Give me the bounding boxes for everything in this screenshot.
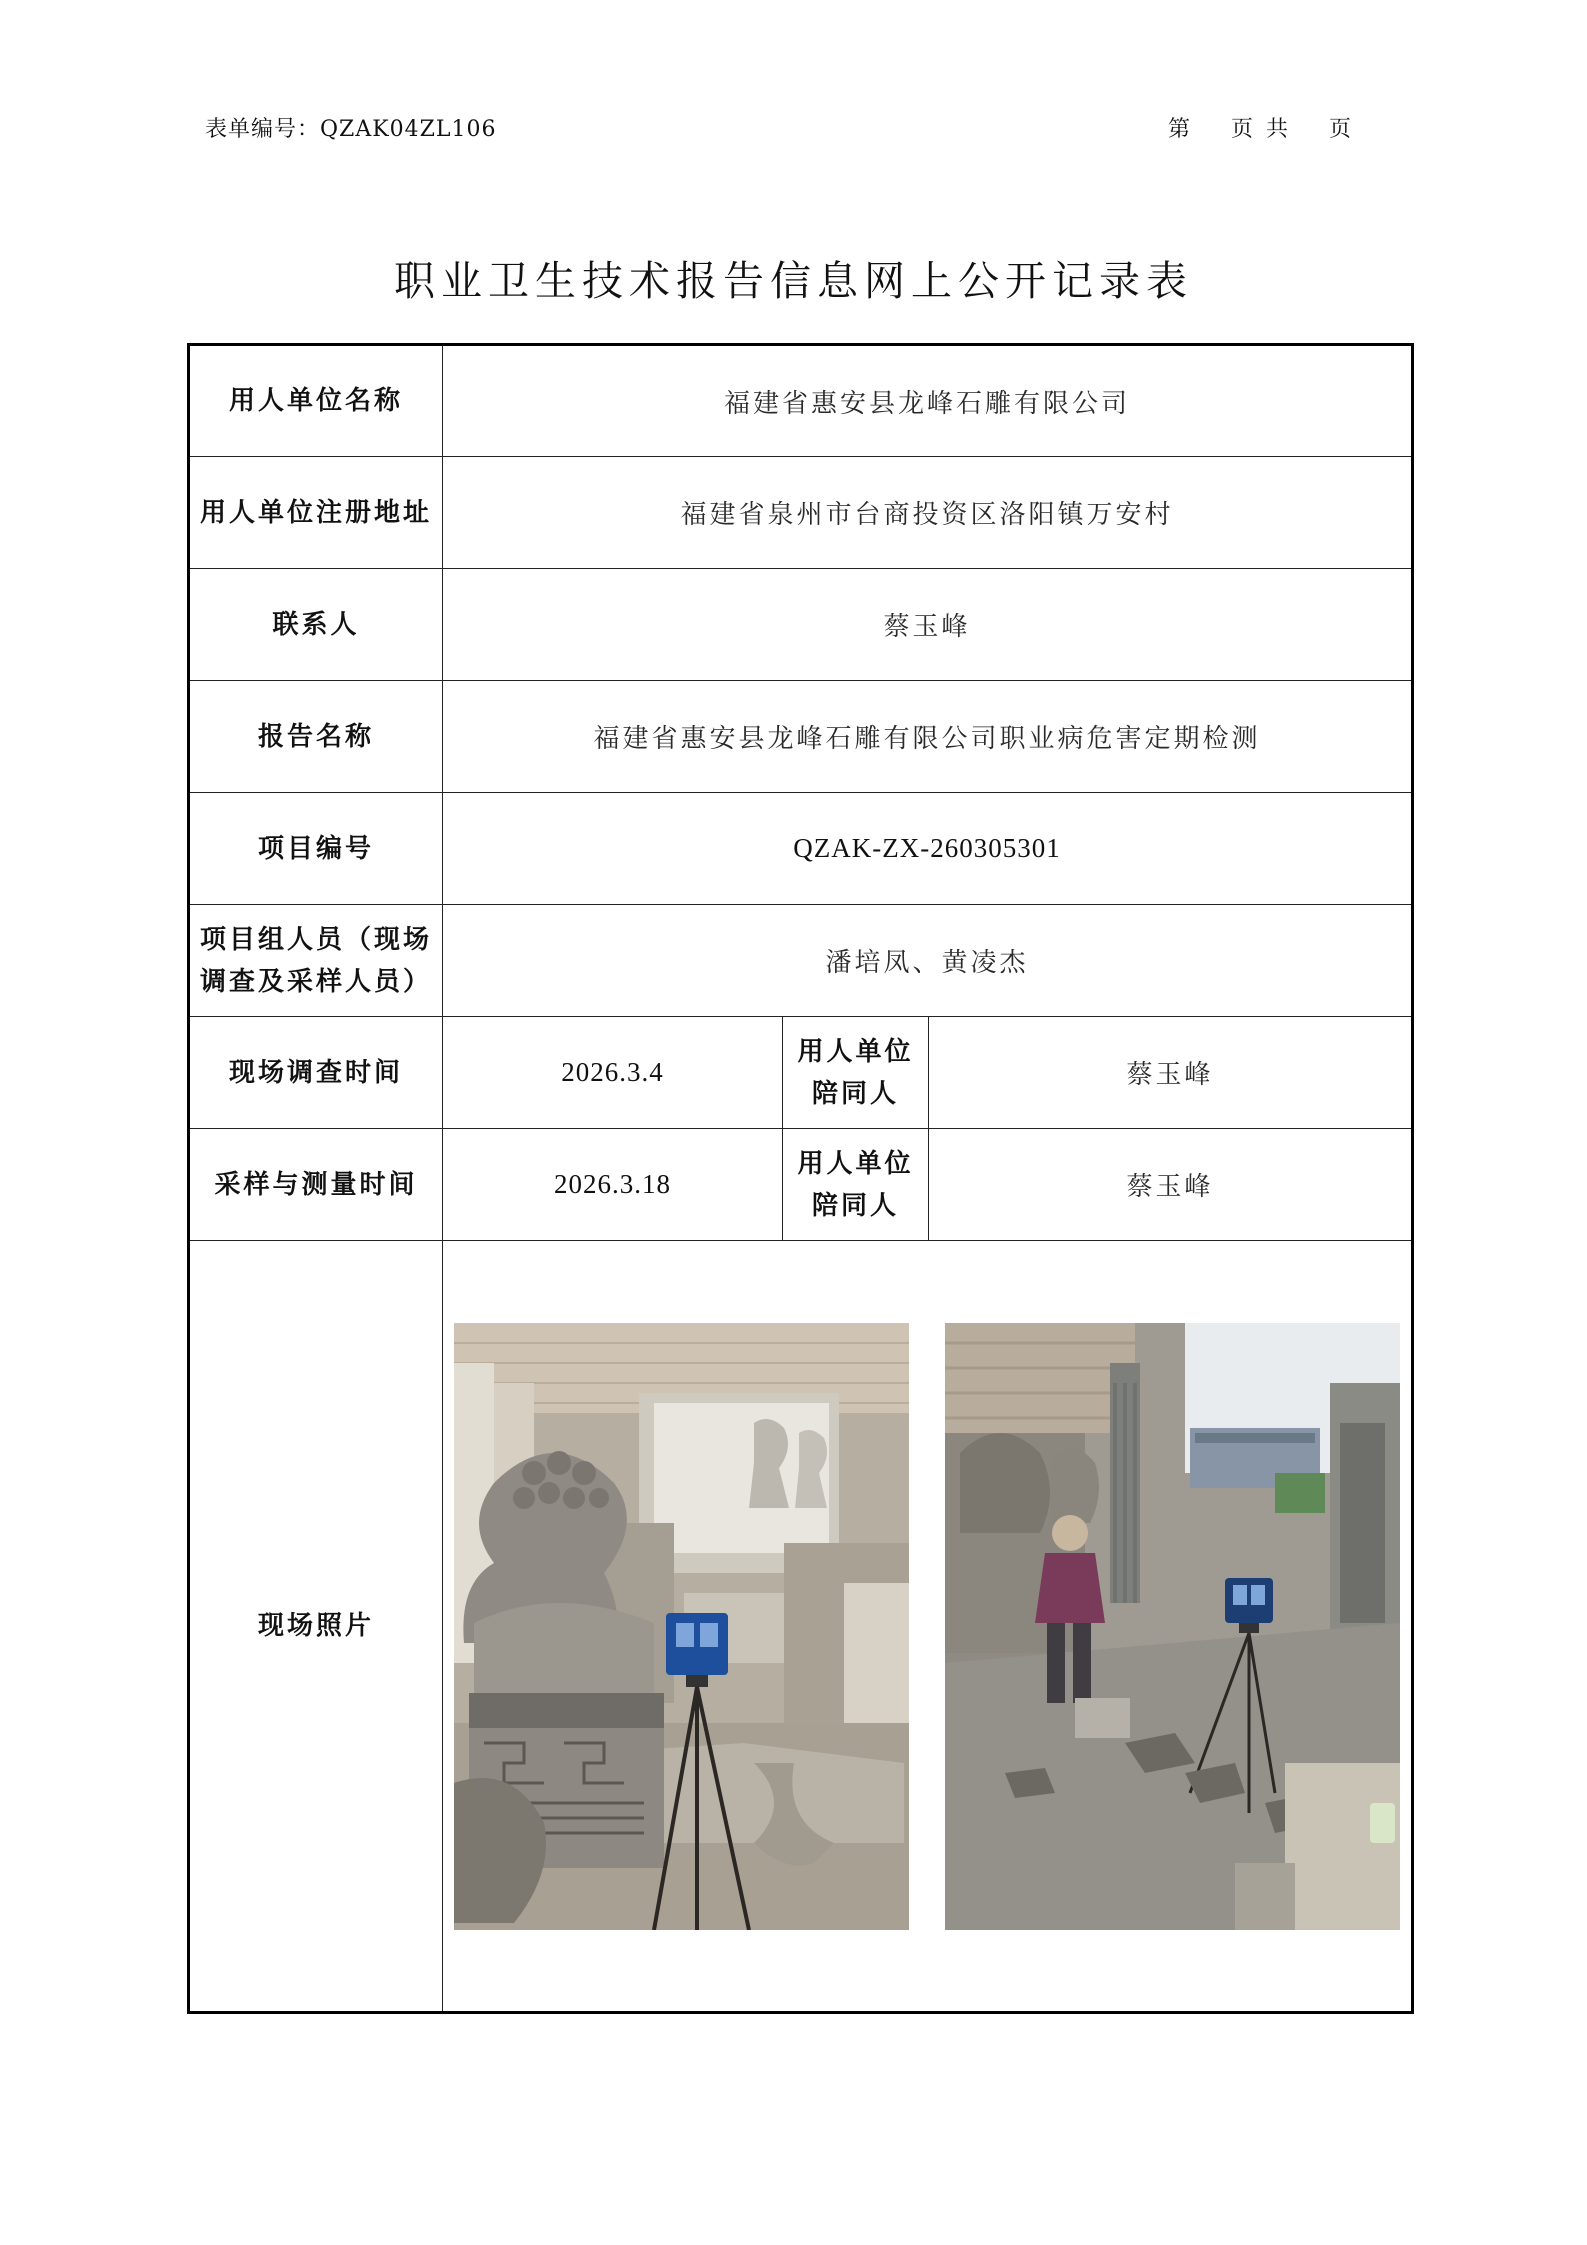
survey-companion-label-line2: 陪同人 — [811, 1078, 899, 1109]
team-label — [189, 905, 443, 1017]
page-counter — [1168, 112, 1352, 143]
page-label-di: 第 — [1168, 117, 1192, 142]
row-team — [189, 905, 1413, 1017]
employer-address-label: 用人单位注册地址 — [189, 457, 443, 569]
team-value: 潘培凤、黄凌杰 — [443, 905, 1413, 1017]
row-project-no — [189, 793, 1413, 905]
form-number: 表单编号：QZAK04ZL106 — [205, 117, 497, 142]
contact-value: 蔡玉峰 — [443, 569, 1413, 681]
survey-time-value: 2026.3.4 — [443, 1017, 783, 1129]
sampling-companion-label-line1: 用人单位 — [797, 1148, 914, 1179]
page-label-ye-total: 页 — [1329, 117, 1353, 142]
sampling-companion-value: 蔡玉峰 — [929, 1129, 1413, 1241]
team-label-line2: 调查及采样人员） — [199, 966, 432, 997]
sampling-time-value: 2026.3.18 — [443, 1129, 783, 1241]
page-title: 职业卫生技术报告信息网上公开记录表 — [394, 257, 1193, 305]
employer-name-value: 福建省惠安县龙峰石雕有限公司 — [443, 345, 1413, 457]
employer-address-value: 福建省泉州市台商投资区洛阳镇万安村 — [443, 457, 1413, 569]
survey-companion-label-line1: 用人单位 — [797, 1036, 914, 1067]
contact-label: 联系人 — [189, 569, 443, 681]
row-contact — [189, 569, 1413, 681]
project-no-value: QZAK-ZX-260305301 — [443, 793, 1413, 905]
report-name-label: 报告名称 — [189, 681, 443, 793]
page-label-ye: 页 — [1231, 117, 1255, 142]
report-name-value: 福建省惠安县龙峰石雕有限公司职业病危害定期检测 — [443, 681, 1413, 793]
record-table — [187, 343, 1414, 2014]
survey-companion-value: 蔡玉峰 — [929, 1017, 1413, 1129]
row-survey-time — [189, 1017, 1413, 1129]
site-photo-2 — [945, 1323, 1400, 1930]
survey-time-label: 现场调查时间 — [189, 1017, 443, 1129]
employer-name-label: 用人单位名称 — [189, 345, 443, 457]
row-employer-name — [189, 345, 1413, 457]
site-photo-1 — [454, 1323, 909, 1930]
photos-cell — [443, 1241, 1413, 2013]
sampling-time-label: 采样与测量时间 — [189, 1129, 443, 1241]
sampling-companion-label-line2: 陪同人 — [811, 1190, 899, 1221]
project-no-label: 项目编号 — [189, 793, 443, 905]
row-sampling-time — [189, 1129, 1413, 1241]
sampling-companion-label — [783, 1129, 929, 1241]
row-photos — [189, 1241, 1413, 2013]
row-report-name — [189, 681, 1413, 793]
survey-companion-label — [783, 1017, 929, 1129]
photos-label: 现场照片 — [189, 1241, 443, 2013]
row-employer-address — [189, 457, 1413, 569]
team-label-line1: 项目组人员（现场 — [199, 924, 432, 955]
page-label-gong: 共 — [1266, 117, 1290, 142]
